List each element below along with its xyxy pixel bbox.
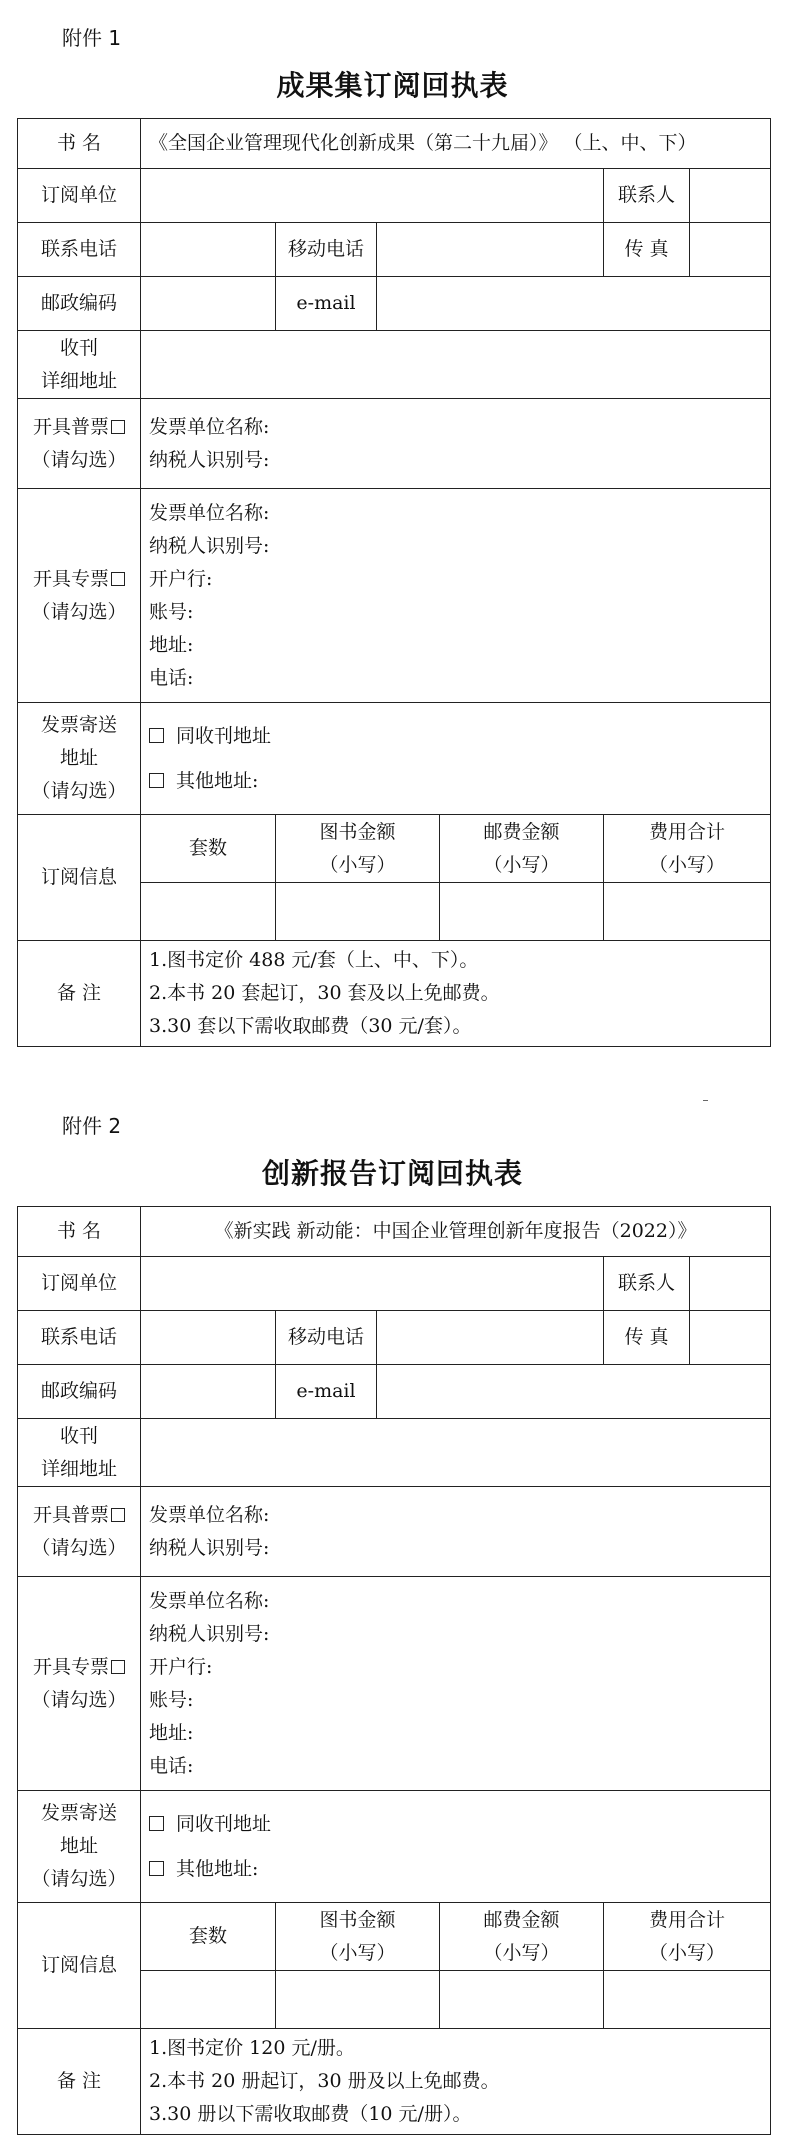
invoice-delivery-label: 发票寄送 地址 （请勾选） <box>18 703 141 815</box>
fax-field[interactable] <box>690 223 771 277</box>
fax-field[interactable] <box>690 1311 771 1365</box>
attachment-label: 附件 1 <box>62 26 122 50</box>
mobile-field[interactable] <box>377 223 604 277</box>
fax-label: 传 真 <box>604 1311 690 1365</box>
normal-invoice-label: 开具普票 （请勾选） <box>18 399 141 489</box>
order-sets-field[interactable] <box>141 1971 276 2029</box>
same-address-checkbox[interactable] <box>149 1816 164 1831</box>
mobile-label: 移动电话 <box>276 223 377 277</box>
invoice-delivery-label: 发票寄送 地址 （请勾选） <box>18 1791 141 1903</box>
postcode-label: 邮政编码 <box>18 277 141 331</box>
mobile-field[interactable] <box>377 1311 604 1365</box>
subscriber-label: 订阅单位 <box>18 169 141 223</box>
other-address-checkbox[interactable] <box>149 1861 164 1876</box>
order-info-label: 订阅信息 <box>18 1903 141 2029</box>
contact-label: 联系人 <box>604 169 690 223</box>
other-address-option[interactable]: 其他地址: <box>149 759 762 804</box>
subscriber-field[interactable] <box>141 169 604 223</box>
special-invoice-label: 开具专票 （请勾选） <box>18 489 141 703</box>
remarks-label: 备 注 <box>18 941 141 1047</box>
order-postage-field[interactable] <box>440 883 604 941</box>
order-col-total: 费用合计 （小写） <box>604 815 771 883</box>
normal-invoice-fields[interactable]: 发票单位名称: 纳税人识别号: <box>141 399 771 489</box>
address-field[interactable] <box>141 1419 771 1487</box>
same-address-checkbox[interactable] <box>149 728 164 743</box>
order-col-book-amount: 图书金额 （小写） <box>276 815 440 883</box>
phone-label: 联系电话 <box>18 223 141 277</box>
email-field[interactable] <box>377 1365 771 1419</box>
page-mark <box>703 1100 708 1101</box>
remarks: 1.图书定价 488 元/套（上、中、下）。 2.本书 20 套起订，30 套及以上免邮费。 3.30 套以下需收取邮费（30 元/套）。 <box>141 941 771 1047</box>
address-field[interactable] <box>141 331 771 399</box>
mobile-label: 移动电话 <box>276 1311 377 1365</box>
special-invoice-label: 开具专票 （请勾选） <box>18 1577 141 1791</box>
special-invoice-fields[interactable]: 发票单位名称: 纳税人识别号: 开户行: 账号: 地址: 电话: <box>141 1577 771 1791</box>
phone-field[interactable] <box>141 223 276 277</box>
remarks: 1.图书定价 120 元/册。 2.本书 20 册起订，30 册及以上免邮费。 3.30 册以下需收取邮费（10 元/册）。 <box>141 2029 771 2135</box>
phone-label: 联系电话 <box>18 1311 141 1365</box>
postcode-label: 邮政编码 <box>18 1365 141 1419</box>
subscriber-label: 订阅单位 <box>18 1257 141 1311</box>
subscription-form-1 <box>17 118 771 1047</box>
subscriber-field[interactable] <box>141 1257 604 1311</box>
book-title: 《新实践 新动能：中国企业管理创新年度报告（2022）》 <box>141 1207 771 1257</box>
book-name-label: 书 名 <box>18 1207 141 1257</box>
fax-label: 传 真 <box>604 223 690 277</box>
attachment-label: 附件 2 <box>62 1114 122 1138</box>
order-col-postage: 邮费金额 （小写） <box>440 815 604 883</box>
special-invoice-checkbox[interactable] <box>111 1660 125 1674</box>
phone-field[interactable] <box>141 1311 276 1365</box>
order-book-amount-field[interactable] <box>276 1971 440 2029</box>
address-label: 收刊 详细地址 <box>18 331 141 399</box>
order-col-postage: 邮费金额 （小写） <box>440 1903 604 1971</box>
remarks-label: 备 注 <box>18 2029 141 2135</box>
contact-field[interactable] <box>690 169 771 223</box>
special-invoice-checkbox[interactable] <box>111 572 125 586</box>
order-total-field[interactable] <box>604 1971 771 2029</box>
order-sets-field[interactable] <box>141 883 276 941</box>
book-name-label: 书 名 <box>18 119 141 169</box>
order-postage-field[interactable] <box>440 1971 604 2029</box>
order-total-field[interactable] <box>604 883 771 941</box>
normal-invoice-checkbox[interactable] <box>111 420 125 434</box>
contact-field[interactable] <box>690 1257 771 1311</box>
form-title: 创新报告订阅回执表 <box>261 1157 523 1190</box>
other-address-checkbox[interactable] <box>149 773 164 788</box>
postcode-field[interactable] <box>141 1365 276 1419</box>
order-col-sets: 套数 <box>141 815 276 883</box>
email-field[interactable] <box>377 277 771 331</box>
book-title: 《全国企业管理现代化创新成果（第二十九届）》 （上、中、下） <box>141 119 771 169</box>
same-address-option[interactable]: 同收刊地址 <box>149 714 762 759</box>
postcode-field[interactable] <box>141 277 276 331</box>
email-label: e-mail <box>276 277 377 331</box>
contact-label: 联系人 <box>604 1257 690 1311</box>
invoice-delivery-options <box>141 703 771 815</box>
order-col-total: 费用合计 （小写） <box>604 1903 771 1971</box>
normal-invoice-checkbox[interactable] <box>111 1508 125 1522</box>
special-invoice-fields[interactable]: 发票单位名称: 纳税人识别号: 开户行: 账号: 地址: 电话: <box>141 489 771 703</box>
other-address-option[interactable]: 其他地址: <box>149 1847 762 1892</box>
normal-invoice-label: 开具普票 （请勾选） <box>18 1487 141 1577</box>
same-address-option[interactable]: 同收刊地址 <box>149 1802 762 1847</box>
order-book-amount-field[interactable] <box>276 883 440 941</box>
subscription-form-2 <box>17 1206 771 2135</box>
order-col-sets: 套数 <box>141 1903 276 1971</box>
address-label: 收刊 详细地址 <box>18 1419 141 1487</box>
order-info-label: 订阅信息 <box>18 815 141 941</box>
email-label: e-mail <box>276 1365 377 1419</box>
form-title: 成果集订阅回执表 <box>276 69 509 102</box>
order-col-book-amount: 图书金额 （小写） <box>276 1903 440 1971</box>
normal-invoice-fields[interactable]: 发票单位名称: 纳税人识别号: <box>141 1487 771 1577</box>
invoice-delivery-options <box>141 1791 771 1903</box>
